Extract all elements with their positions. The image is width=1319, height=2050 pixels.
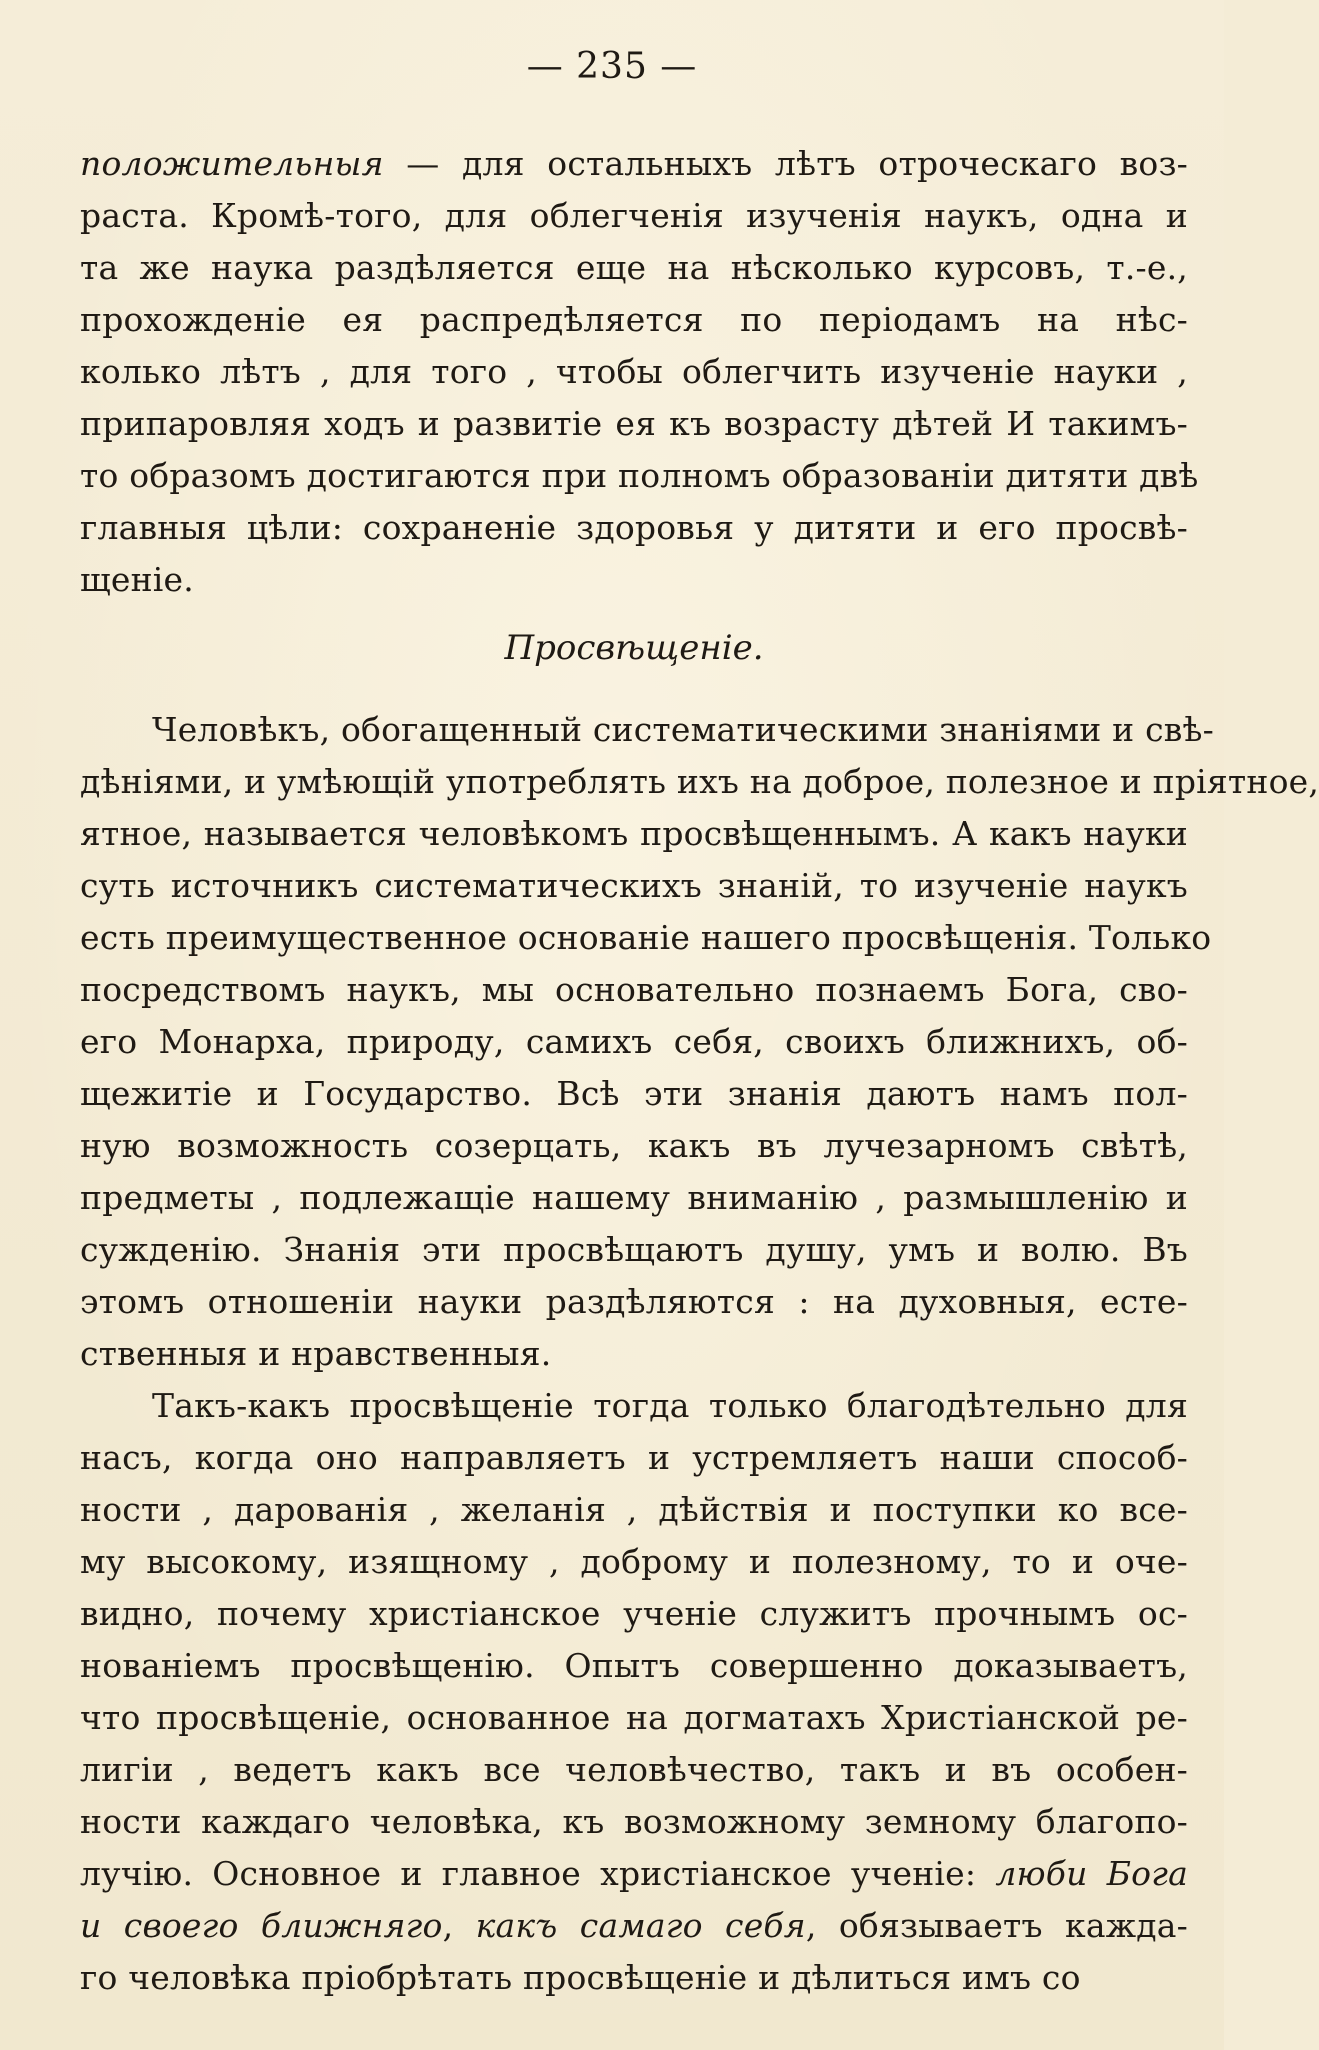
text-run: видно, почему христіанское ученіе служитъ прочнымъ ос-	[80, 1594, 1188, 1633]
text-line	[80, 398, 1188, 450]
italic-text: люби Бога	[995, 1854, 1188, 1893]
text-line	[80, 808, 1188, 860]
text-line	[80, 554, 1188, 606]
text-line	[80, 138, 1188, 190]
text-line	[80, 1276, 1188, 1328]
text-run: щеніе.	[80, 560, 194, 599]
text-run: ятное, называется человѣкомъ просвѣщеннымъ. А какъ науки	[80, 814, 1188, 853]
text-run: главныя цѣли: сохраненіе здоровья у дитяти и его просвѣ-	[80, 508, 1188, 547]
text-line	[80, 502, 1188, 554]
text-run: Человѣкъ, обогащенный систематическими знаніями и свѣ-	[152, 710, 1214, 749]
text-run: предметы , подлежащіе нашему вниманію , размышленію и	[80, 1178, 1188, 1217]
text-line	[80, 1900, 1188, 1952]
text-line	[80, 1172, 1188, 1224]
text-line	[80, 1796, 1188, 1848]
text-line	[80, 1952, 1188, 2004]
text-line	[80, 1068, 1188, 1120]
text-line	[80, 1848, 1188, 1900]
text-line	[80, 1224, 1188, 1276]
text-run: му высокому, изящному , доброму и полезному, то и оче-	[80, 1542, 1188, 1581]
text-run: щежитіе и Государство. Всѣ эти знанія даютъ намъ пол-	[80, 1074, 1188, 1113]
text-run: что просвѣщеніе, основанное на догматахъ Христіанской ре-	[80, 1698, 1188, 1737]
page-number: — 235 —	[526, 46, 698, 87]
text-line	[80, 1328, 1188, 1380]
text-line	[80, 1744, 1188, 1796]
text-run: насъ, когда оно направляетъ и устремляетъ наши способ-	[80, 1438, 1188, 1477]
text-line	[80, 1432, 1188, 1484]
text-run: его Монарха, природу, самихъ себя, своихъ ближнихъ, об-	[80, 1022, 1188, 1061]
text-run: го человѣка пріобрѣтать просвѣщеніе и дѣлиться имъ со	[80, 1958, 1081, 1997]
text-line	[80, 1692, 1188, 1744]
paragraph-2	[80, 704, 1319, 1380]
text-line	[80, 964, 1188, 1016]
text-line	[80, 1380, 1188, 1432]
text-line	[80, 346, 1188, 398]
text-run: — для остальныхъ лѣтъ отроческаго воз-	[383, 144, 1188, 183]
text-run: прохожденіе ея распредѣляется по періодамъ на нѣс-	[80, 300, 1188, 339]
section-heading: Просвѣщеніе.	[504, 628, 764, 668]
text-run: , обязываетъ кажда-	[805, 1906, 1188, 1945]
text-line	[80, 704, 1214, 756]
text-line	[80, 242, 1188, 294]
italic-text: какъ самаго себя	[475, 1906, 806, 1945]
text-line	[80, 1588, 1188, 1640]
text-line	[80, 1120, 1188, 1172]
page-body	[80, 138, 1319, 2004]
text-run: лучію. Основное и главное христіанское ученіе:	[80, 1854, 996, 1893]
text-run: ности , дарованія , желанія , дѣйствія и поступки ко все-	[80, 1490, 1188, 1529]
text-run: ную возможность созерцать, какъ въ лучезарномъ свѣтѣ,	[80, 1126, 1188, 1165]
text-run: то образомъ достигаются при полномъ образованіи дитяти двѣ	[80, 456, 1199, 495]
text-line	[80, 450, 1199, 502]
text-run: ,	[442, 1906, 476, 1945]
text-run: посредствомъ наукъ, мы основательно познаемъ Бога, сво-	[80, 970, 1188, 1009]
text-run: та же наука раздѣляется еще на нѣсколько курсовъ, т.-е.,	[80, 248, 1188, 287]
paragraph-1	[80, 138, 1199, 606]
text-run: суть источникъ систематическихъ знаній, то изученіе наукъ	[80, 866, 1188, 905]
text-line	[80, 860, 1188, 912]
italic-text: и своего ближняго	[80, 1906, 443, 1945]
text-line	[80, 1016, 1188, 1068]
text-line	[80, 190, 1188, 242]
text-run: Такъ-какъ просвѣщеніе тогда только благодѣтельно для	[152, 1386, 1188, 1425]
text-run: есть преимущественное основаніе нашего просвѣщенія. Только	[80, 918, 1212, 957]
text-run: лигіи , ведетъ какъ все человѣчество, такъ и въ особен-	[80, 1750, 1188, 1789]
text-run: дѣніями, и умѣющій употреблять ихъ на доброе, полезное и пріятное,	[80, 762, 1319, 801]
text-line	[80, 1536, 1188, 1588]
text-run: нованіемъ просвѣщенію. Опытъ совершенно доказываетъ,	[80, 1646, 1188, 1685]
text-line	[80, 1640, 1188, 1692]
text-line	[80, 912, 1212, 964]
text-run: ности каждаго человѣка, къ возможному земному благопо-	[80, 1802, 1188, 1841]
text-run: ственныя и нравственныя.	[80, 1334, 552, 1373]
text-run: раста. Кромѣ-того, для облегченія изученія наукъ, одна и	[80, 196, 1188, 235]
italic-text: положительныя	[80, 144, 384, 183]
text-run: припаровляя ходъ и развитіе ея къ возрасту дѣтей И такимъ-	[80, 404, 1188, 443]
text-line	[80, 756, 1319, 808]
text-line	[80, 1484, 1188, 1536]
text-run: этомъ отношеніи науки раздѣляются : на духовныя, есте-	[80, 1282, 1188, 1321]
text-line	[80, 294, 1188, 346]
text-run: сужденію. Знанія эти просвѣщаютъ душу, умъ и волю. Въ	[80, 1230, 1188, 1269]
text-run: колько лѣтъ , для того , чтобы облегчить изученіе науки ,	[80, 352, 1188, 391]
paragraph-3	[80, 1380, 1188, 2004]
